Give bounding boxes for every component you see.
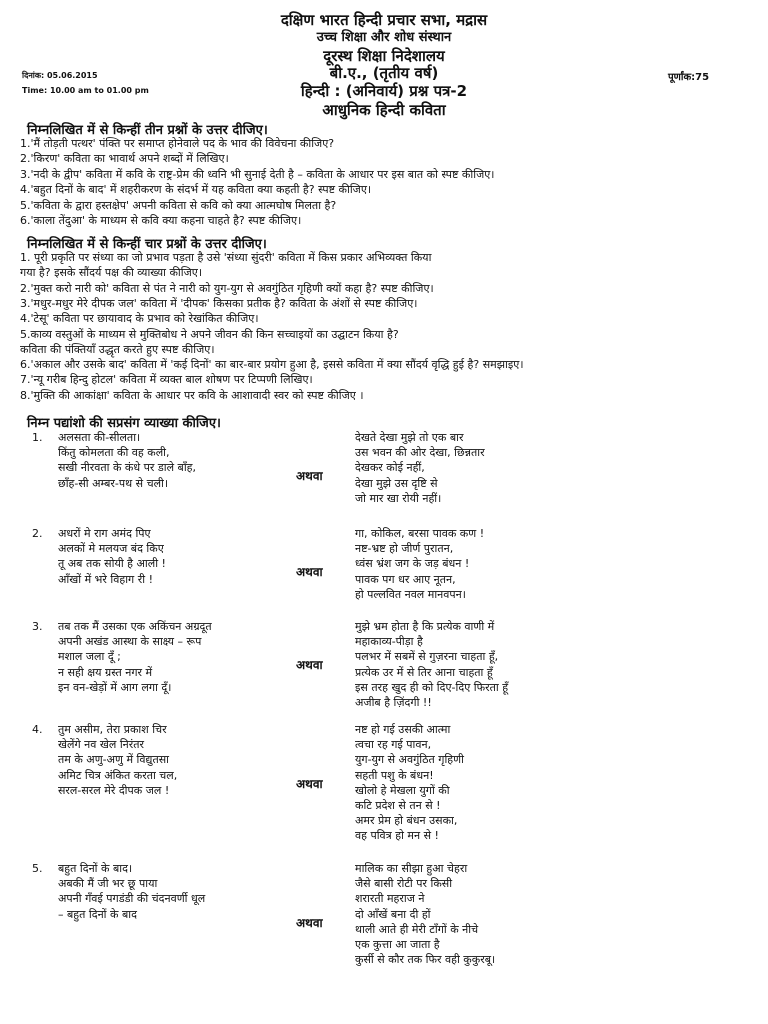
or-separator: अथवा [296,469,323,484]
passage-number: 4. [32,723,43,736]
or-separator: अथवा [296,565,323,580]
question-item: 5.काव्य वस्तुओं के माध्यम से मुक्तिबोध ने अपने जीवन की किन सच्चाइयों का उद्घाटन किया है? [20,327,399,341]
passage-alt-line: मुझे भ्रम होता है कि प्रत्येक वाणी में [355,620,495,633]
passage-alt-line: कटि प्रदेश से तन से ! [355,799,441,812]
passage-alt-line: मालिक का सीझा हुआ चेहरा [355,862,468,875]
passage-alt-line: अजीब है ज़िंदगी !! [355,696,432,709]
passage-line: सखी नीरवता के कंधे पर डाले बाँह, [58,461,197,475]
passage-alt-line: वह पवित्र हो मन से ! [355,829,439,843]
course-name: बी.ए., (तृतीय वर्ष) [329,64,439,82]
passage-line: तब तक मैं उसका एक अकिंचन अग्रदूत [58,620,212,633]
passage-number: 1. [32,431,43,444]
passage-line: अधरों मे राग अमंद पिए [58,527,151,540]
passage-alt-line: हो पल्लवित नवल मानवपन। [355,587,466,601]
question-item: 3.'नदी के द्वीप' कविता में कवि के राष्ट्र-प्रेम की ध्वनि भी सुनाई देती है – कविता के आधार पर इस बात को स्पष्ट कीजिए। [20,167,495,181]
passage-line: खेलेंगे नव खेल निरंतर [58,738,145,752]
passage-line: तू अब तक सोयी है आली ! [58,557,166,571]
or-separator: अथवा [296,776,323,791]
passage-alt-line: पावक पग धर आए नूतन, [355,572,456,586]
passage-alt-line: खोलो हे मेखला युगों की [355,783,450,797]
directorate-name: दूरस्थ शिक्षा निदेशालय [323,47,445,65]
question-item: 7.'न्यू गरीब हिन्दु होटल' कविता में व्यक्त बाल शोषण पर टिप्पणी लिखिए। [20,373,313,387]
section1-heading: निम्नलिखित में से किन्हीं तीन प्रश्नों के उत्तर दीजिए। [27,123,268,138]
passage-alt-line: थाली आते ही मेरी टाँगों के नीचे [355,922,479,936]
question-item: 6.'काला तेंदुआ' के माध्यम से कवि क्या कहना चाहते है? स्पष्ट कीजिए। [20,214,302,227]
section3-heading: निम्न पद्यांशो की सप्रसंग व्याख्या कीजिए। [27,416,221,431]
passage-alt-line: जैसे बासी रोटी पर किसी [355,877,453,891]
passage-line: इन वन-खेड़ों में आग लगा दूँ। [58,680,172,694]
paper-subject: आधुनिक हिन्दी कविता [322,101,446,119]
section2-heading: निम्नलिखित में से किन्हीं चार प्रश्नों के उत्तर दीजिए। [27,237,267,252]
exam-time: Time: 10.00 am to 01.00 pm [22,86,149,95]
passage-line: अमिट चित्र अंकित करता चल, [58,768,178,782]
passage-alt-line: कुर्सी से कौर तक फिर वही कुकुरबू। [355,953,496,967]
question-item: 1.'मैं तोड़ती पत्थर' पंक्ति पर समाप्त होनेवाले पद के भाव की विवेचना कीजिए? [20,137,335,150]
question-item: 2.'मुक्त करो नारी को' कविता से पंत ने नारी को युग-युग से अवगुंठित गृहिणी क्यों कहा है? स्पष्ट कीजिए। [20,281,434,295]
passage-alt-line: सहती पशु के बंधन! [355,768,434,782]
passage-line: आँखों में भरे विहाग री ! [58,572,153,586]
question-item: 6.'अकाल और उसके बाद' कविता में 'कई दिनों' का बार-बार प्रयोग हुआ है, इससे कविता में क्या सौंदर्य वृद्धि हुई है? समझाइए। [20,358,524,372]
passage-alt-line: त्वचा रह गई पावन, [355,738,432,752]
passage-alt-line: अमर प्रेम हो बंधन उसका, [355,814,458,828]
passage-line: किंतु कोमलता की वह कली, [58,446,170,460]
passage-line: बहुत दिनों के बाद। [58,862,133,875]
passage-line: अबकी मैं जी भर छू पाया [58,877,158,891]
passage-alt-line: उस भवन की ओर देखा, छिन्नतार [355,446,485,460]
passage-alt-line: युग-युग से अवगुंठित गृहिणी [355,753,464,767]
question-item: 1. पूरी प्रकृति पर संध्या का जो प्रभाव पड़ता है उसे 'संध्या सुंदरी' कविता में किस प्रकार अभिव्यक्त किया [20,251,432,264]
passage-alt-line: इस तरह खुद ही को दिए-दिए फिरता हूँ [355,680,509,694]
institution-name: दक्षिण भारत हिन्दी प्रचार सभा, मद्रास [280,11,488,29]
passage-alt-line: दो आँखें बना दी हों [355,907,431,921]
passage-number: 2. [32,527,43,540]
question-item: 3.'मधुर-मधुर मेरे दीपक जल' कविता में 'दीपक' किसका प्रतीक है? कविता के अंशों से स्पष्ट कीजिए। [20,296,418,310]
passage-line: छाँह-सी अम्बर-पथ से चली। [58,476,169,490]
passage-alt-line: पलभर में सबमें से गुज़रना चाहता हूँ, [355,650,499,664]
passage-alt-line: प्रत्येक उर में से तिर आना चाहता हूँ [355,665,493,679]
passage-line: अलसता की-सीलता। [58,431,141,444]
question-item: 2.'किरण' कविता का भावार्थ अपने शब्दों में लिखिए। [20,152,229,166]
passage-alt-line: शरारती महराज ने [355,892,425,906]
passage-alt-line: नष्ट-भ्रष्ट हो जीर्ण पुरातन, [355,542,454,556]
passage-line: तम के अणु-अणु में विद्युतसा [58,753,169,767]
passage-alt-line: देखा मुझे उस दृष्टि से [355,476,438,490]
passage-alt-line: महाकाव्य-पीड़ा है [355,635,423,649]
passage-alt-line: जो मार खा रोयी नहीं। [355,491,442,505]
passage-alt-line: ध्वंस भ्रंश जग के जड़ बंधन ! [355,557,470,571]
question-item: 4.'बहुत दिनों के बाद' में शहरीकरण के संदर्भ में यह कविता क्या कहती है? स्पष्ट कीजिए। [20,183,372,197]
passage-line: न सही क्षय ग्रस्त नगर में [58,665,153,679]
passage-line: अलकों मे मलयज बंद किए [58,542,164,556]
passage-line: अपनी गँवई पगडंडी की चंदनवर्णी धूल [58,892,206,906]
passage-line: मशाल जला दूँ ; [58,650,121,664]
passage-line: सरल-सरल मेरे दीपक जल ! [58,783,170,797]
passage-alt-line: देखते देखा मुझे तो एक बार [355,431,464,444]
passage-line: तुम असीम, तेरा प्रकाश चिर [58,723,167,736]
max-marks: पूर्णांक:75 [668,72,710,83]
passage-alt-line: देखकर कोई नहीं, [355,461,425,475]
passage-line: अपनी अखंड आस्था के साक्ष्य – रूप [58,635,202,649]
paper-title: हिन्दी : (अनिवार्य) प्रश्न पत्र-2 [300,82,468,100]
question-item: कविता की पंक्तियाँ उद्धृत करते हुए स्पष्ट कीजिए। [20,342,215,356]
passage-alt-line: एक कुत्ता आ जाता है [355,938,440,951]
question-item: 8.'मुक्ति की आकांक्षा' कविता के आधार पर कवि के आशावादी स्वर को स्पष्ट कीजिए । [20,388,364,402]
passage-alt-line: नष्ट हो गई उसकी आत्मा [355,723,451,736]
passage-alt-line: गा, कोकिल, बरसा पावक कण ! [355,527,485,540]
or-separator: अथवा [296,915,323,930]
or-separator: अथवा [296,658,323,673]
exam-date: दिनांक: 05.06.2015 [22,71,98,80]
question-item: गया है? इसके सौंदर्य पक्ष की व्याख्या कीजिए। [20,266,203,280]
question-item: 5.'कविता के द्वारा हस्तक्षेप' अपनी कविता से कवि को क्या आत्मघोष मिलता है? [20,198,337,212]
passage-number: 3. [32,620,43,633]
passage-line: – बहुत दिनों के बाद [58,907,137,921]
passage-number: 5. [32,862,43,875]
question-item: 4.'टेसू' कविता पर छायावाद के प्रभाव को रेखांकित कीजिए। [20,312,259,326]
institute-subtitle: उच्च शिक्षा और शोध संस्थान [316,30,452,45]
